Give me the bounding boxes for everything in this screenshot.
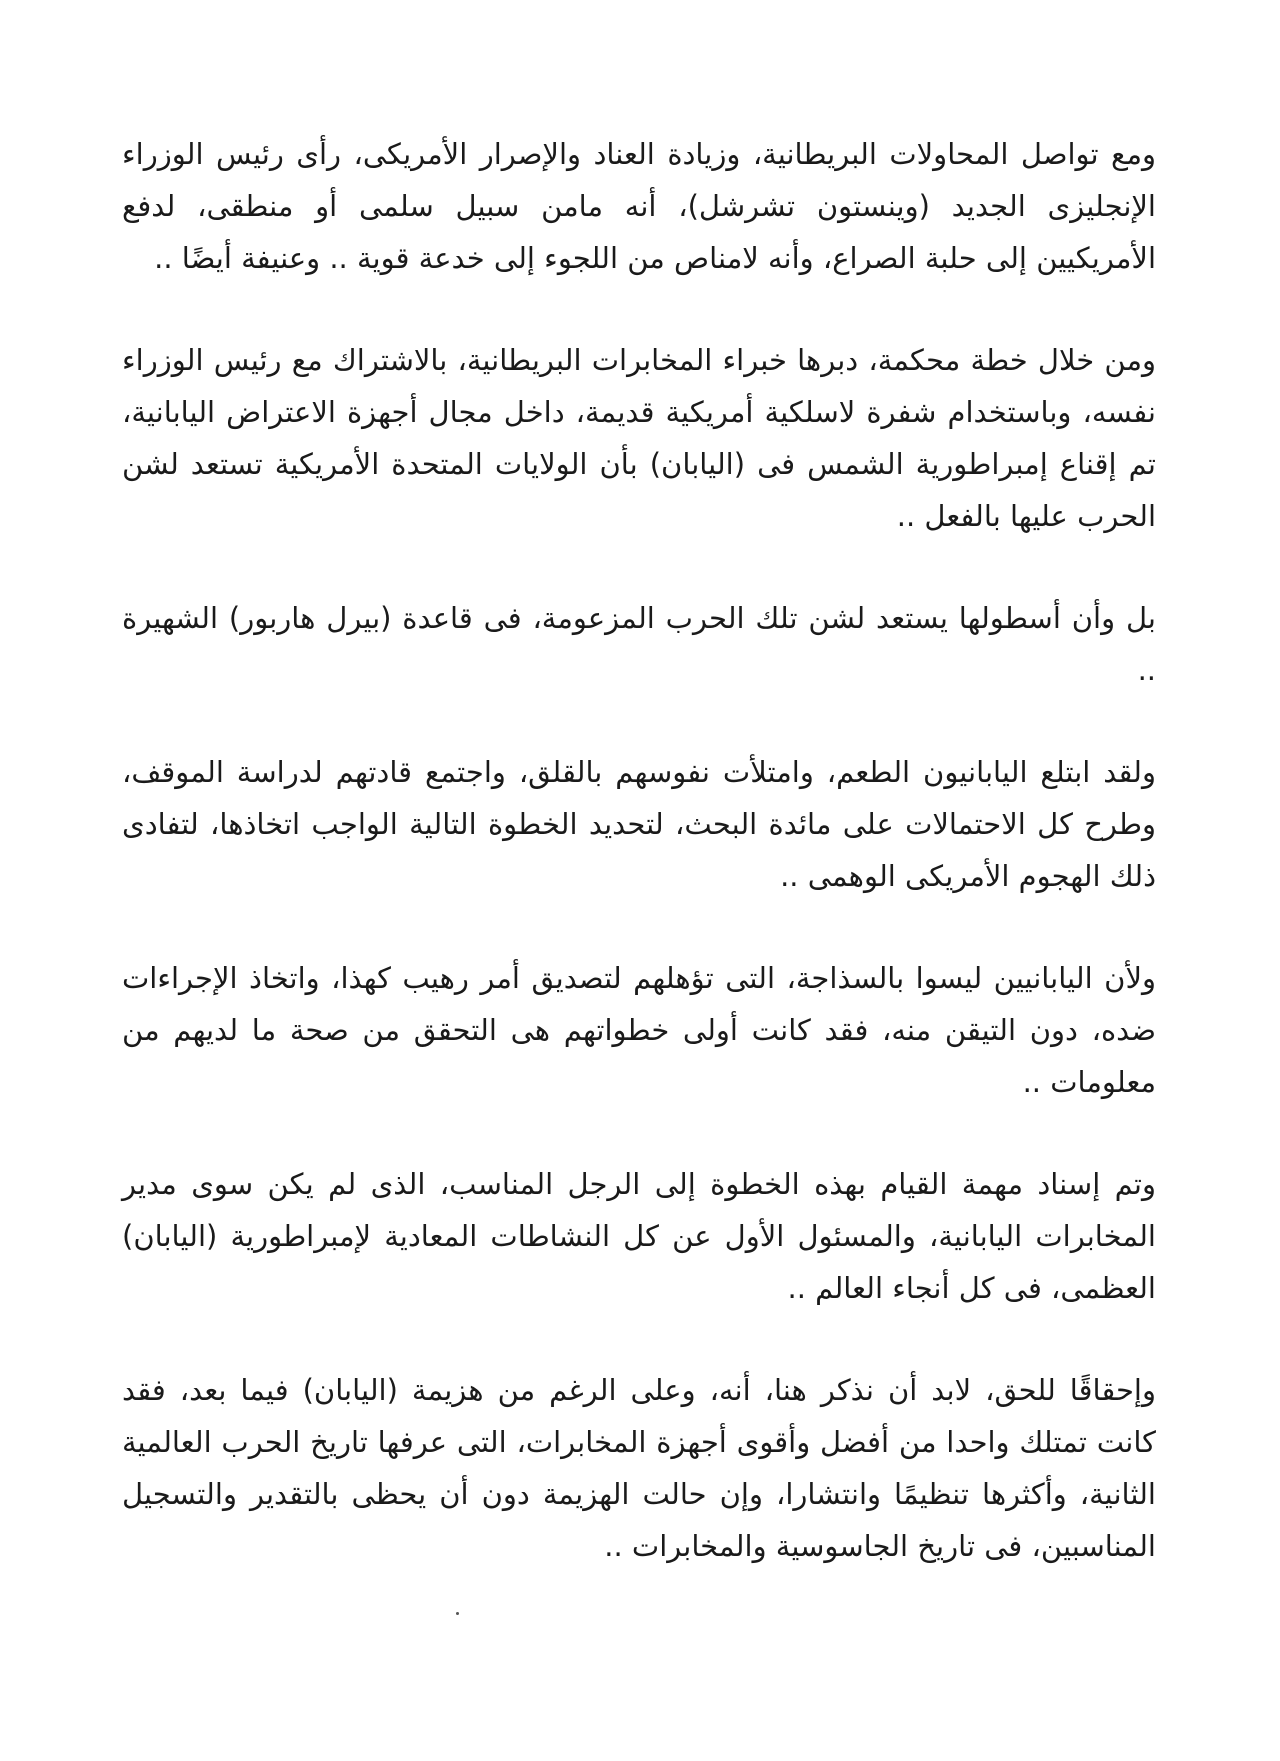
paragraph-2: ومن خلال خطة محكمة، دبرها خبراء المخابرات البريطانية، بالاشتراك مع رئيس الوزراء نفسه، وباستخدام شفرة لاسلكية أمريكية قديمة، داخل مجال أجهزة الاعتراض اليابانية، تم إقناع إمبراطورية الشمس فى (اليابان) بأن الولايات المتحدة الأمريكية تستعد لشن الحرب عليها بالفعل .. (122, 343, 1156, 533)
page-dot-mark (456, 1612, 459, 1615)
paragraph-1: ومع تواصل المحاولات البريطانية، وزيادة العناد والإصرار الأمريكى، رأى رئيس الوزراء الإنجليزى الجديد (وينستون تشرشل)، أنه مامن سبيل سلمى أو منطقى، لدفع الأمريكيين إلى حلبة الصراع، وأنه لامناص من اللجوء إلى خدعة قوية .. وعنيفة أيضًا .. (122, 137, 1156, 275)
paragraph-3: بل وأن أسطولها يستعد لشن تلك الحرب المزعومة، فى قاعدة (بيرل هاربور) الشهيرة .. (122, 601, 1156, 687)
paragraph-5: ولأن اليابانيين ليسوا بالسذاجة، التى تؤهلهم لتصديق أمر رهيب كهذا، واتخاذ الإجراءات ضده، دون التيقن منه، فقد كانت أولى خطواتهم هى التحقق من صحة ما لديهم من معلومات .. (122, 961, 1156, 1099)
paragraph-4: ولقد ابتلع اليابانيون الطعم، وامتلأت نفوسهم بالقلق، واجتمع قادتهم لدراسة الموقف، وطرح كل الاحتمالات على مائدة البحث، لتحديد الخطوة التالية الواجب اتخاذها، لتفادى ذلك الهجوم الأمريكى الوهمى .. (122, 755, 1156, 893)
paragraph-7: وإحقاقًا للحق، لابد أن نذكر هنا، أنه، وعلى الرغم من هزيمة (اليابان) فيما بعد، فقد كانت تمتلك واحدا من أفضل وأقوى أجهزة المخابرات، التى عرفها تاريخ الحرب العالمية الثانية، وأكثرها تنظيمًا وانتشارا، وإن حالت الهزيمة دون أن يحظى بالتقدير والتسجيل المناسبين، فى تاريخ الجاسوسية والمخابرات .. (122, 1373, 1156, 1563)
document-body (122, 128, 1156, 1622)
paragraph-6: وتم إسناد مهمة القيام بهذه الخطوة إلى الرجل المناسب، الذى لم يكن سوى مدير المخابرات اليابانية، والمسئول الأول عن كل النشاطات المعادية لإمبراطورية (اليابان) العظمى، فى كل أنجاء العالم .. (122, 1167, 1156, 1305)
